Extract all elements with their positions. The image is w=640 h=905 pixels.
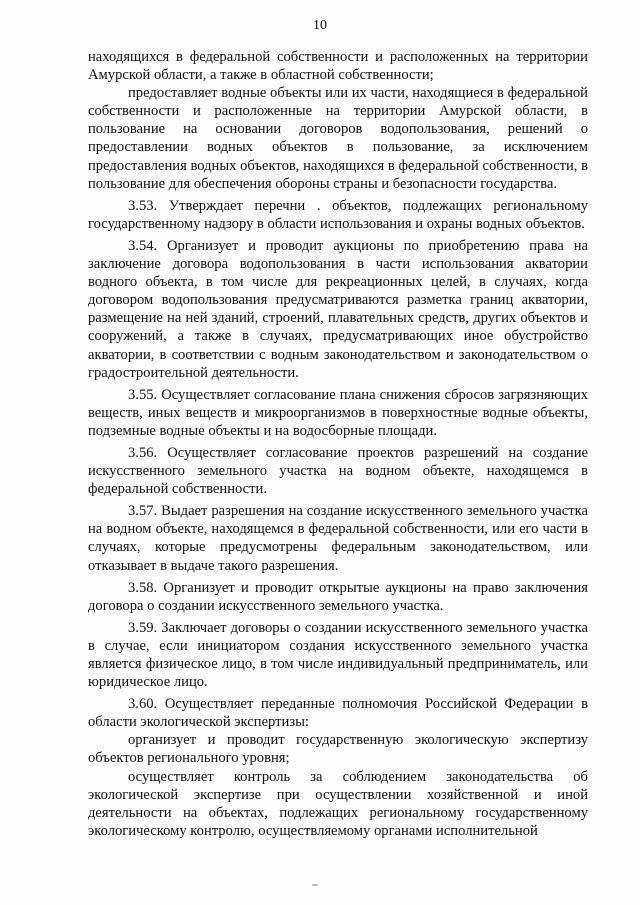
paragraph-3-58: 3.58. Организует и проводит открытые аукционы на право заключения договора о создании искусственного земельного участка. <box>88 579 588 614</box>
scan-artifact <box>312 884 318 886</box>
page-number: 10 <box>313 18 327 33</box>
paragraph-3-60: 3.60. Осуществляет переданные полномочия Российской Федерации в области экологической экспертизы: <box>88 696 588 731</box>
paragraph-expertise-organization: организует и проводит государственную экологическую экспертизу объектов регионального уровня; <box>88 732 588 767</box>
paragraph-3-59: 3.59. Заключает договоры о создании искусственного земельного участка в случае, если инициатором создания искусственного земельного участка является физическое лицо, в том числе индивидуальный предприниматель, или юридическое лицо. <box>88 619 588 691</box>
paragraph-continuation: находящихся в федеральной собственности и расположенных на территории Амурской области, а также в областной собственности; <box>88 49 588 84</box>
paragraph-expertise-control: осуществляет контроль за соблюдением законодательства об экологической экспертизе при осуществлении хозяйственной и иной деятельности на объектах, подлежащих региональному государственному экологическому контролю, осуществляемому органами исполнительной <box>88 768 588 839</box>
paragraph-3-55: 3.55. Осуществляет согласование плана снижения сбросов загрязняющих веществ, иных веществ и микроорганизмов в поверхностные водные объекты, подземные водные объекты и на водосборные площади. <box>88 386 588 439</box>
paragraph-3-53: 3.53. Утверждает перечни . объектов, подлежащих региональному государственному надзору в области использования и охраны водных объектов. <box>88 197 588 232</box>
paragraph-3-54: 3.54. Организует и проводит аукционы по приобретению права на заключение договора водопользования в части использования акватории водного объекта, в том числе для рекреационных целей, в случаях, когда договором водопользования предусматриваются разметка границ акватории, размещение на ней зданий, строений, плавательных средств, других объектов и сооружений, а также в случаях, предусматривающих иное обустройство акватории, в соответствии с водным законодательством и законодательством о градостроительной деятельности. <box>88 237 588 381</box>
paragraph-3-57: 3.57. Выдает разрешения на создание искусственного земельного участка на водном объекте, находящемся в федеральной собственности, или его части в случаях, которые предусмотрены федеральным законодательством, или отказывает в выдаче такого разрешения. <box>88 503 588 574</box>
document-body <box>88 48 588 840</box>
paragraph-water-objects-provision: предоставляет водные объекты или их части, находящиеся в федеральной собственности и расположенные на территории Амурской области, в пользование на основании договоров водопользования, решений о предоставлении водных объектов в пользование, за исключением предоставления водных объектов, находящихся в федеральной собственности, в пользование для обеспечения обороны страны и безопасности государства. <box>88 85 588 192</box>
paragraph-3-56: 3.56. Осуществляет согласование проектов разрешений на создание искусственного земельного участка на водном объекте, находящемся в федеральной собственности. <box>88 444 588 498</box>
